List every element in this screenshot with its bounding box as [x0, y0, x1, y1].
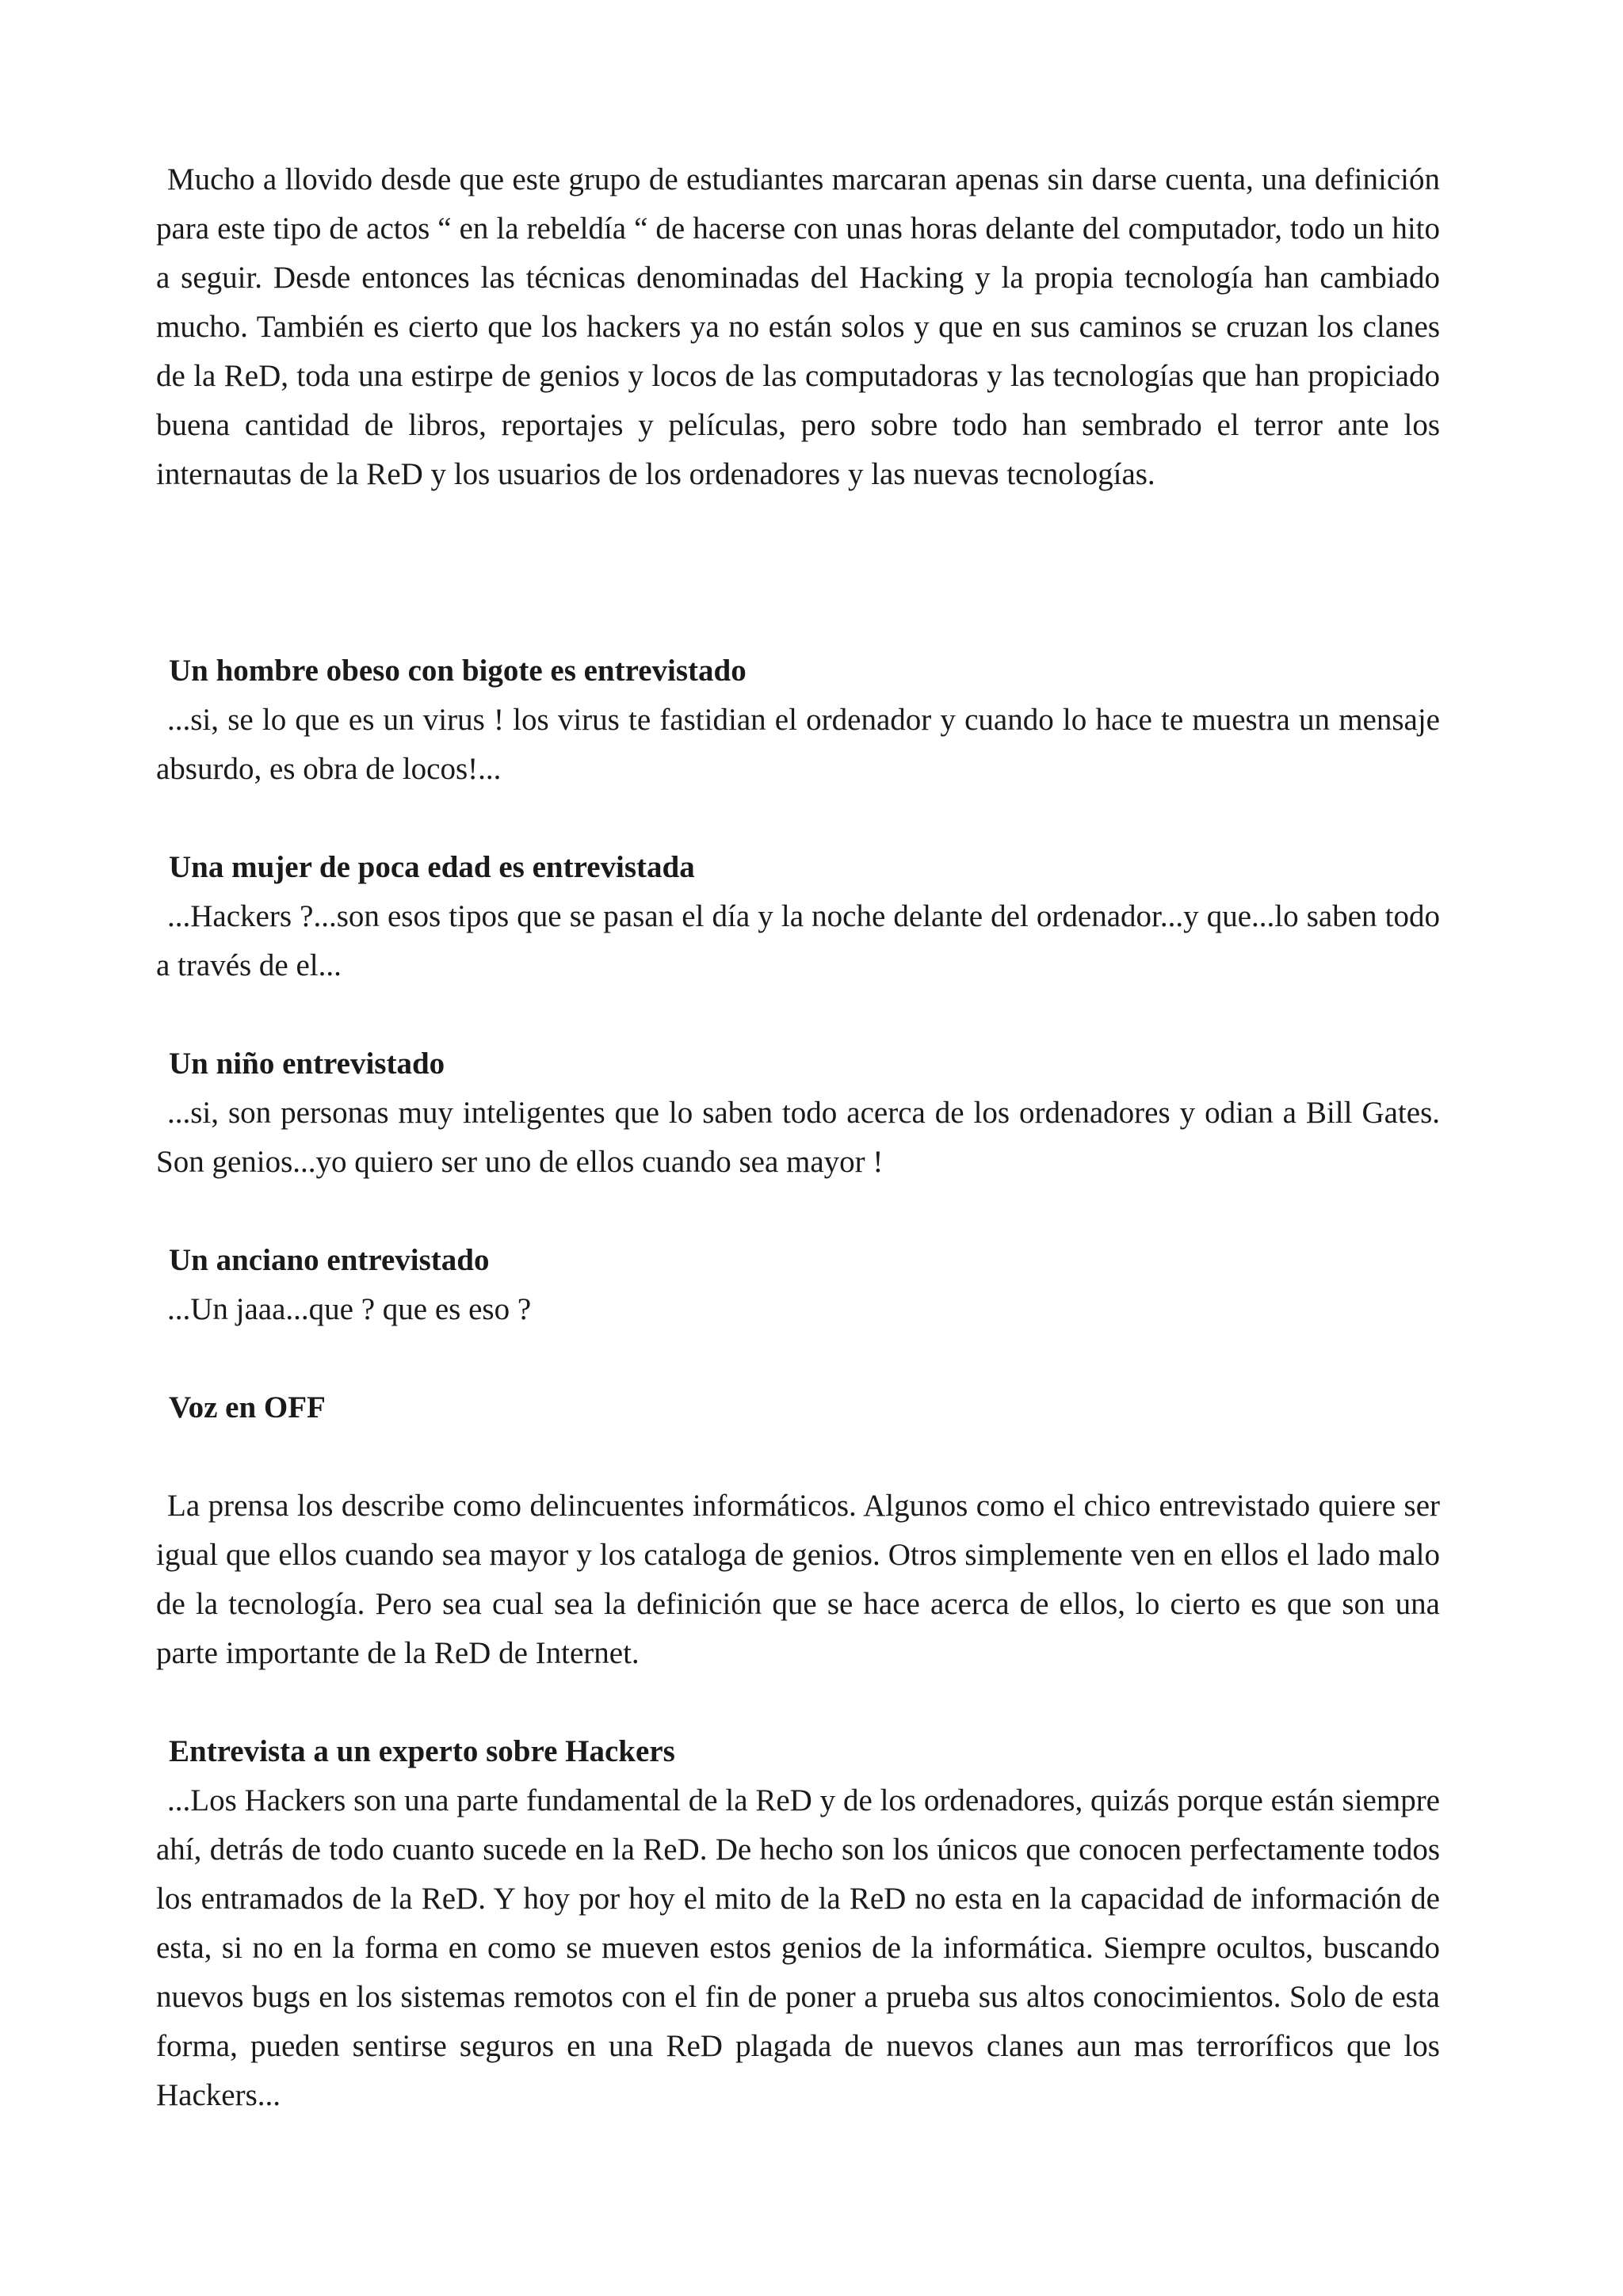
- interview-heading: Una mujer de poca edad es entrevistada: [169, 850, 695, 884]
- voiceover-block: [156, 1383, 1440, 1678]
- interview-text: ...Hackers ?...son esos tipos que se pasan el día y la noche delante del ordenador...y que...lo saben todo a través de el...: [156, 899, 1440, 982]
- spacer: [156, 1187, 1440, 1236]
- intro-paragraph: Mucho a llovido desde que este grupo de estudiantes marcaran apenas sin darse cuenta, una definición para este tipo de actos “ en la rebeldía “ de hacerse con unas horas delante del computador, todo un hito a seguir. Desde entonces las técnicas denominadas del Hacking y la propia tecnología han cambiado mucho. También es cierto que los hackers ya no están solos y que en sus caminos se cruzan los clanes de la ReD, toda una estirpe de genios y locos de las computadoras y las tecnologías que han propiciado buena cantidad de libros, reportajes y películas, pero sobre todo han sembrado el terror ante los internautas de la ReD y los usuarios de los ordenadores y las nuevas tecnologías.: [156, 162, 1440, 491]
- spacer: [156, 990, 1440, 1039]
- spacer: [156, 794, 1440, 843]
- document-page: [156, 155, 1440, 2120]
- interview-block-1: [156, 646, 1440, 794]
- spacer: [156, 1678, 1440, 1727]
- interview-block-3: [156, 1039, 1440, 1187]
- interview-heading: Un niño entrevistado: [169, 1047, 445, 1081]
- interview-heading: Un anciano entrevistado: [169, 1243, 490, 1277]
- voiceover-heading: Voz en OFF: [169, 1390, 326, 1425]
- interview-text: ...si, son personas muy inteligentes que lo saben todo acerca de los ordenadores y odian a Bill Gates. Son genios...yo quiero ser uno de ellos cuando sea mayor !: [156, 1096, 1440, 1179]
- expert-block: [156, 1727, 1440, 2120]
- interview-block-4: [156, 1236, 1440, 1334]
- interview-heading: Un hombre obeso con bigote es entrevistado: [169, 654, 747, 688]
- spacer: [156, 1432, 1440, 1482]
- expert-text: ...Los Hackers son una parte fundamental de la ReD y de los ordenadores, quizás porque están siempre ahí, detrás de todo cuanto sucede en la ReD. De hecho son los únicos que conocen perfectamente todos los entramados de la ReD. Y hoy por hoy el mito de la ReD no esta en la capacidad de información de esta, si no en la forma en como se mueven estos genios de la informática. Siempre ocultos, buscando nuevos bugs en los sistemas remotos con el fin de poner a prueba sus altos conocimientos. Solo de esta forma, pueden sentirse seguros en una ReD plagada de nuevos clanes aun mas terroríficos que los Hackers...: [156, 1783, 1440, 2112]
- voiceover-text: La prensa los describe como delincuentes informáticos. Algunos como el chico entrevistado quiere ser igual que ellos cuando sea mayor y los cataloga de genios. Otros simplemente ven en ellos el lado malo de la tecnología. Pero sea cual sea la definición que se hace acerca de ellos, lo cierto es que son una parte importante de la ReD de Internet.: [156, 1489, 1440, 1670]
- interview-text: ...si, se lo que es un virus ! los virus te fastidian el ordenador y cuando lo hace te muestra un mensaje absurdo, es obra de locos!...: [156, 703, 1440, 786]
- spacer: [156, 499, 1440, 646]
- interview-block-2: [156, 843, 1440, 990]
- spacer: [156, 1334, 1440, 1383]
- expert-heading: Entrevista a un experto sobre Hackers: [169, 1734, 675, 1768]
- interview-text: ...Un jaaa...que ? que es eso ?: [167, 1292, 532, 1326]
